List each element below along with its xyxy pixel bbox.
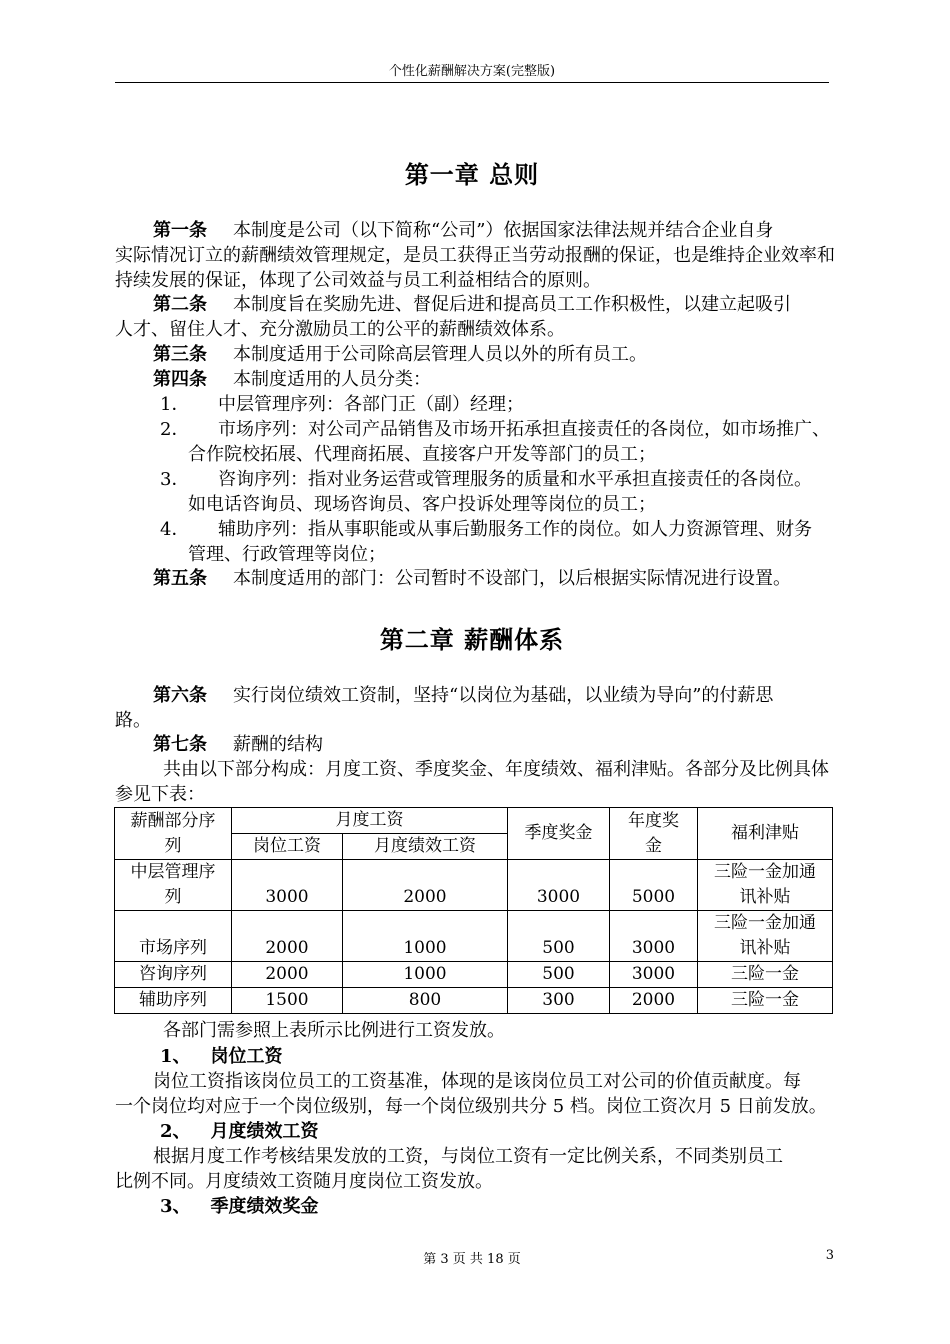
row-monthly-performance: 800 <box>343 988 508 1014</box>
table-row <box>115 988 833 1014</box>
row-welfare: 三险一金加通讯补贴 <box>698 911 833 962</box>
item-4-line1: 辅助序列：指从事职能或从事后勤服务工作的岗位。如人力资源管理、财务 <box>218 519 812 540</box>
row-name: 市场序列 <box>115 911 232 962</box>
article-2-label: 第二条 <box>153 294 207 315</box>
article-7-desc-line1: 共由以下部分构成：月度工资、季度奖金、年度绩效、福利津贴。各部分及比例具体 <box>163 759 829 780</box>
article-1 <box>115 218 835 293</box>
section-2-heading <box>160 1119 319 1144</box>
header-annual-bonus: 年度奖金 <box>610 808 698 860</box>
article-2 <box>115 292 835 342</box>
article-2-text-rest: 人才、留住人才、充分激励员工的公平的薪酬绩效体系。 <box>115 319 565 340</box>
article-1-text-line1: 本制度是公司（以下简称“公司”）依据国家法律法规并结合企业自身 <box>233 220 774 241</box>
item-3-number: 3． <box>160 469 190 490</box>
row-quarterly-bonus: 500 <box>508 911 610 962</box>
section-1-line1: 岗位工资指该岗位员工的工资基准，体现的是该岗位员工对公司的价值贡献度。每 <box>153 1071 801 1092</box>
article-5 <box>115 566 835 591</box>
article-1-text-rest: 实际情况订立的薪酬绩效管理规定，是员工获得正当劳动报酬的保证，也是维持企业效率和持续发展的保证，体现了公司效益与员工利益相结合的原则。 <box>115 245 835 291</box>
row-monthly-performance: 1000 <box>343 962 508 988</box>
item-2-line2: 合作院校拓展、代理商拓展、直接客户开发等部门的员工； <box>188 444 656 465</box>
article-7-desc-line2: 参见下表： <box>115 784 205 805</box>
row-monthly-performance: 2000 <box>343 860 508 911</box>
article-1-label: 第一条 <box>153 220 207 241</box>
row-quarterly-bonus: 3000 <box>508 860 610 911</box>
page-number: 3 <box>825 1248 834 1263</box>
article-4-item-4 <box>160 517 840 567</box>
item-4-line2: 管理、行政管理等岗位； <box>188 544 386 565</box>
article-5-text: 本制度适用的部门：公司暂时不设部门，以后根据实际情况进行设置。 <box>233 568 791 589</box>
row-position-wage: 2000 <box>232 911 343 962</box>
section-2-title: 月度绩效工资 <box>210 1121 319 1142</box>
row-annual-bonus: 3000 <box>610 962 698 988</box>
article-7-label: 第七条 <box>153 734 207 755</box>
row-name: 咨询序列 <box>115 962 232 988</box>
article-6 <box>115 683 835 733</box>
chapter-1-title: 第一章 总则 <box>404 160 540 189</box>
row-position-wage: 1500 <box>232 988 343 1014</box>
row-annual-bonus: 3000 <box>610 911 698 962</box>
article-6-label: 第六条 <box>153 685 207 706</box>
chapter-2-title: 第二章 薪酬体系 <box>379 625 565 654</box>
table-row <box>115 911 833 962</box>
header-monthly-wage: 月度工资 <box>232 808 508 834</box>
section-1-body <box>115 1069 835 1119</box>
table-row <box>115 860 833 911</box>
article-4-item-3 <box>160 467 840 517</box>
section-2-number: 2、 <box>160 1121 191 1142</box>
after-table-note: 各部门需参照上表所示比例进行工资发放。 <box>163 1020 505 1041</box>
row-annual-bonus: 5000 <box>610 860 698 911</box>
article-4-item-2 <box>160 417 840 467</box>
article-3-text: 本制度适用于公司除高层管理人员以外的所有员工。 <box>233 344 647 365</box>
article-7-text: 薪酬的结构 <box>233 734 323 755</box>
row-name: 辅助序列 <box>115 988 232 1014</box>
row-welfare: 三险一金 <box>698 962 833 988</box>
item-2-line1: 市场序列：对公司产品销售及市场开拓承担直接责任的各岗位，如市场推广、 <box>218 419 830 440</box>
header-welfare: 福利津贴 <box>698 808 833 860</box>
article-5-label: 第五条 <box>153 568 207 589</box>
section-1-heading <box>160 1044 283 1069</box>
table-row <box>115 962 833 988</box>
article-4-item-1 <box>160 392 840 417</box>
article-7 <box>115 732 835 757</box>
row-welfare: 三险一金 <box>698 988 833 1014</box>
row-quarterly-bonus: 300 <box>508 988 610 1014</box>
section-2-line1: 根据月度工作考核结果发放的工资，与岗位工资有一定比例关系，不同类别员工 <box>153 1146 783 1167</box>
article-4-text: 本制度适用的人员分类： <box>233 369 431 390</box>
item-2-number: 2． <box>160 419 190 440</box>
section-1-number: 1、 <box>160 1046 191 1067</box>
article-6-text-line1: 实行岗位绩效工资制，坚持“以岗位为基础，以业绩为导向”的付薪思 <box>233 685 774 706</box>
item-4-number: 4． <box>160 519 190 540</box>
item-3-line1: 咨询序列：指对业务运营或管理服务的质量和水平承担直接责任的各岗位。 <box>218 469 812 490</box>
header-monthly-performance: 月度绩效工资 <box>343 834 508 860</box>
item-1-line1: 中层管理序列：各部门正（副）经理； <box>218 394 524 415</box>
item-3-line2: 如电话咨询员、现场咨询员、客户投诉处理等岗位的员工； <box>188 494 656 515</box>
section-1-line2: 一个岗位均对应于一个岗位级别，每一个岗位级别共分 5 档。岗位工资次月 5 日前发放。 <box>115 1096 827 1117</box>
header-category: 薪酬部分序列 <box>115 808 232 860</box>
row-monthly-performance: 1000 <box>343 911 508 962</box>
section-1-title: 岗位工资 <box>210 1046 283 1067</box>
row-name: 中层管理序列 <box>115 860 232 911</box>
header-quarterly-bonus: 季度奖金 <box>508 808 610 860</box>
item-1-number: 1． <box>160 394 190 415</box>
article-3 <box>115 342 835 367</box>
header-position-wage: 岗位工资 <box>232 834 343 860</box>
page-header: 个性化薪酬解决方案(完整版) <box>115 64 829 83</box>
section-3-number: 3、 <box>160 1196 191 1217</box>
salary-structure-table <box>114 807 833 1014</box>
row-quarterly-bonus: 500 <box>508 962 610 988</box>
article-2-text-line1: 本制度旨在奖励先进、督促后进和提高员工工作积极性，以建立起吸引 <box>233 294 791 315</box>
article-4-label: 第四条 <box>153 369 207 390</box>
row-position-wage: 2000 <box>232 962 343 988</box>
page-footer: 第 3 页 共 18 页 <box>423 1252 521 1267</box>
article-7-description <box>115 757 835 807</box>
section-2-body <box>115 1144 835 1194</box>
article-3-label: 第三条 <box>153 344 207 365</box>
row-position-wage: 3000 <box>232 860 343 911</box>
section-3-title: 季度绩效奖金 <box>210 1196 319 1217</box>
article-4 <box>115 367 835 392</box>
row-annual-bonus: 2000 <box>610 988 698 1014</box>
section-2-line2: 比例不同。月度绩效工资随月度岗位工资发放。 <box>115 1171 493 1192</box>
article-6-text-rest: 路。 <box>115 710 151 731</box>
section-3-heading <box>160 1194 319 1219</box>
row-welfare: 三险一金加通讯补贴 <box>698 860 833 911</box>
